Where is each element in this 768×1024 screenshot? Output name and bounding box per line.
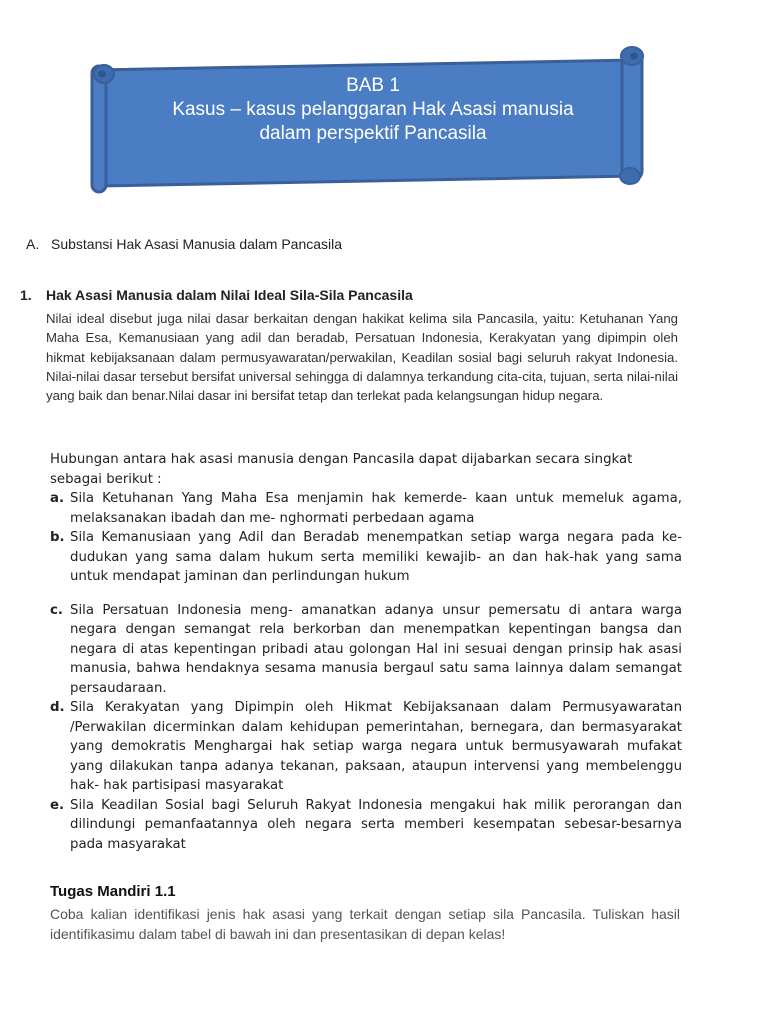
section-a-heading <box>26 236 342 252</box>
list-marker: a. <box>50 491 65 506</box>
sila-list <box>50 489 682 854</box>
list-marker: c. <box>50 602 63 618</box>
list-item <box>50 698 682 796</box>
chapter-title-line-1: Kasus – kasus pelanggaran Hak Asasi manusia <box>172 99 574 120</box>
list-marker: d. <box>50 700 65 715</box>
section-a-marker: A. <box>26 236 40 252</box>
chapter-title-banner <box>88 44 652 200</box>
list-marker: e. <box>50 797 65 813</box>
list-marker: b. <box>50 530 65 545</box>
list-item <box>50 796 682 855</box>
list-item-text: Sila Ketuhanan Yang Maha Esa menjamin hak kemerde- kaan untuk memeluk agama, melaksanakan ibadah dan me- nghormati perbedaan agama <box>70 491 682 526</box>
task-title: Tugas Mandiri 1.1 <box>50 883 176 900</box>
chapter-number: BAB 1 <box>346 75 400 96</box>
relationship-intro: Hubungan antara hak asasi manusia dengan Pancasila dapat dijabarkan secara singkat sebagai berikut : <box>50 452 633 487</box>
nilai-ideal-paragraph: Nilai ideal disebut juga nilai dasar berkaitan dengan hakikat kelima sila Pancasila, yaitu: Ketuhanan Yang Maha Esa, Kemanusiaan yang adil dan beradab, Persatuan Indonesia, Kerakyatan yang dipimpin oleh hikmat kebijaksanaan dalam permusyawaratan/perwakilan, Keadilan sosial bagi seluruh rakyat Indonesia. Nilai-nilai dasar tersebut bersifat universal sehingga di dalamnya terkandung cita-cita, tujuan, serta nilai-nilai yang baik dan benar.Nilai dasar ini bersifat tetap dan terlekat pada kelangsungan hidup negara. <box>46 311 678 404</box>
list-item-text: Sila Kerakyatan yang Dipimpin oleh Hikmat Kebijaksanaan dalam Permusyawaratan /Perwakilan dicerminkan dalam kehidupan pemerintahan, bernegara, dan bermasyarakat yang demokratis Menghargai hak setiap warga negara untuk bermusyawarah mufakat yang dilakukan tanpa adanya tekanan, paksaan, ataupun intervensi yang membelenggu hak- hak partisipasi masyarakat <box>70 700 682 793</box>
list-item <box>50 601 682 699</box>
list-item-text: Sila Persatuan Indonesia meng- amanatkan adanya unsur pemersatu di antara warga negara dengan semangat rela berkorban dan menempatkan kepentingan bangsa dan negara di atas kepentingan pribadi atau golongan Hal ini sesuai dengan prinsip hak asasi manusia, bahwa hendaknya sesama manusia bergaul satu sama lainnya dalam semangat persaudaraan. <box>70 602 682 696</box>
subsection-1-title: Hak Asasi Manusia dalam Nilai Ideal Sila-Sila Pancasila <box>46 287 413 303</box>
task-instructions: Coba kalian identifikasi jenis hak asasi yang terkait dengan setiap sila Pancasila. Tuliskan hasil identifikasimu dalam tabel di bawah ini dan presentasikan di depan kelas! <box>50 906 680 942</box>
chapter-title-line-2: dalam perspektif Pancasila <box>259 123 487 144</box>
subsection-1-heading <box>20 287 413 303</box>
list-item-text: Sila Keadilan Sosial bagi Seluruh Rakyat Indonesia mengakui hak milik perorangan dan dilindungi pemanfaatannya oleh negara serta memberi kesempatan sebesar-besarnya pada masyarakat <box>70 797 682 852</box>
list-item <box>50 528 682 587</box>
subsection-1-marker: 1. <box>20 287 32 303</box>
list-item-text: Sila Kemanusiaan yang Adil dan Beradab menempatkan setiap warga negara pada ke- dudukan yang sama dalam hukum serta memiliki kewajib- an dan hak-hak yang sama untuk mendapat jaminan dan perlindungan hukum <box>70 530 682 584</box>
banner-text <box>138 74 608 146</box>
list-item <box>50 489 682 528</box>
section-a-title: Substansi Hak Asasi Manusia dalam Pancasila <box>51 236 343 252</box>
